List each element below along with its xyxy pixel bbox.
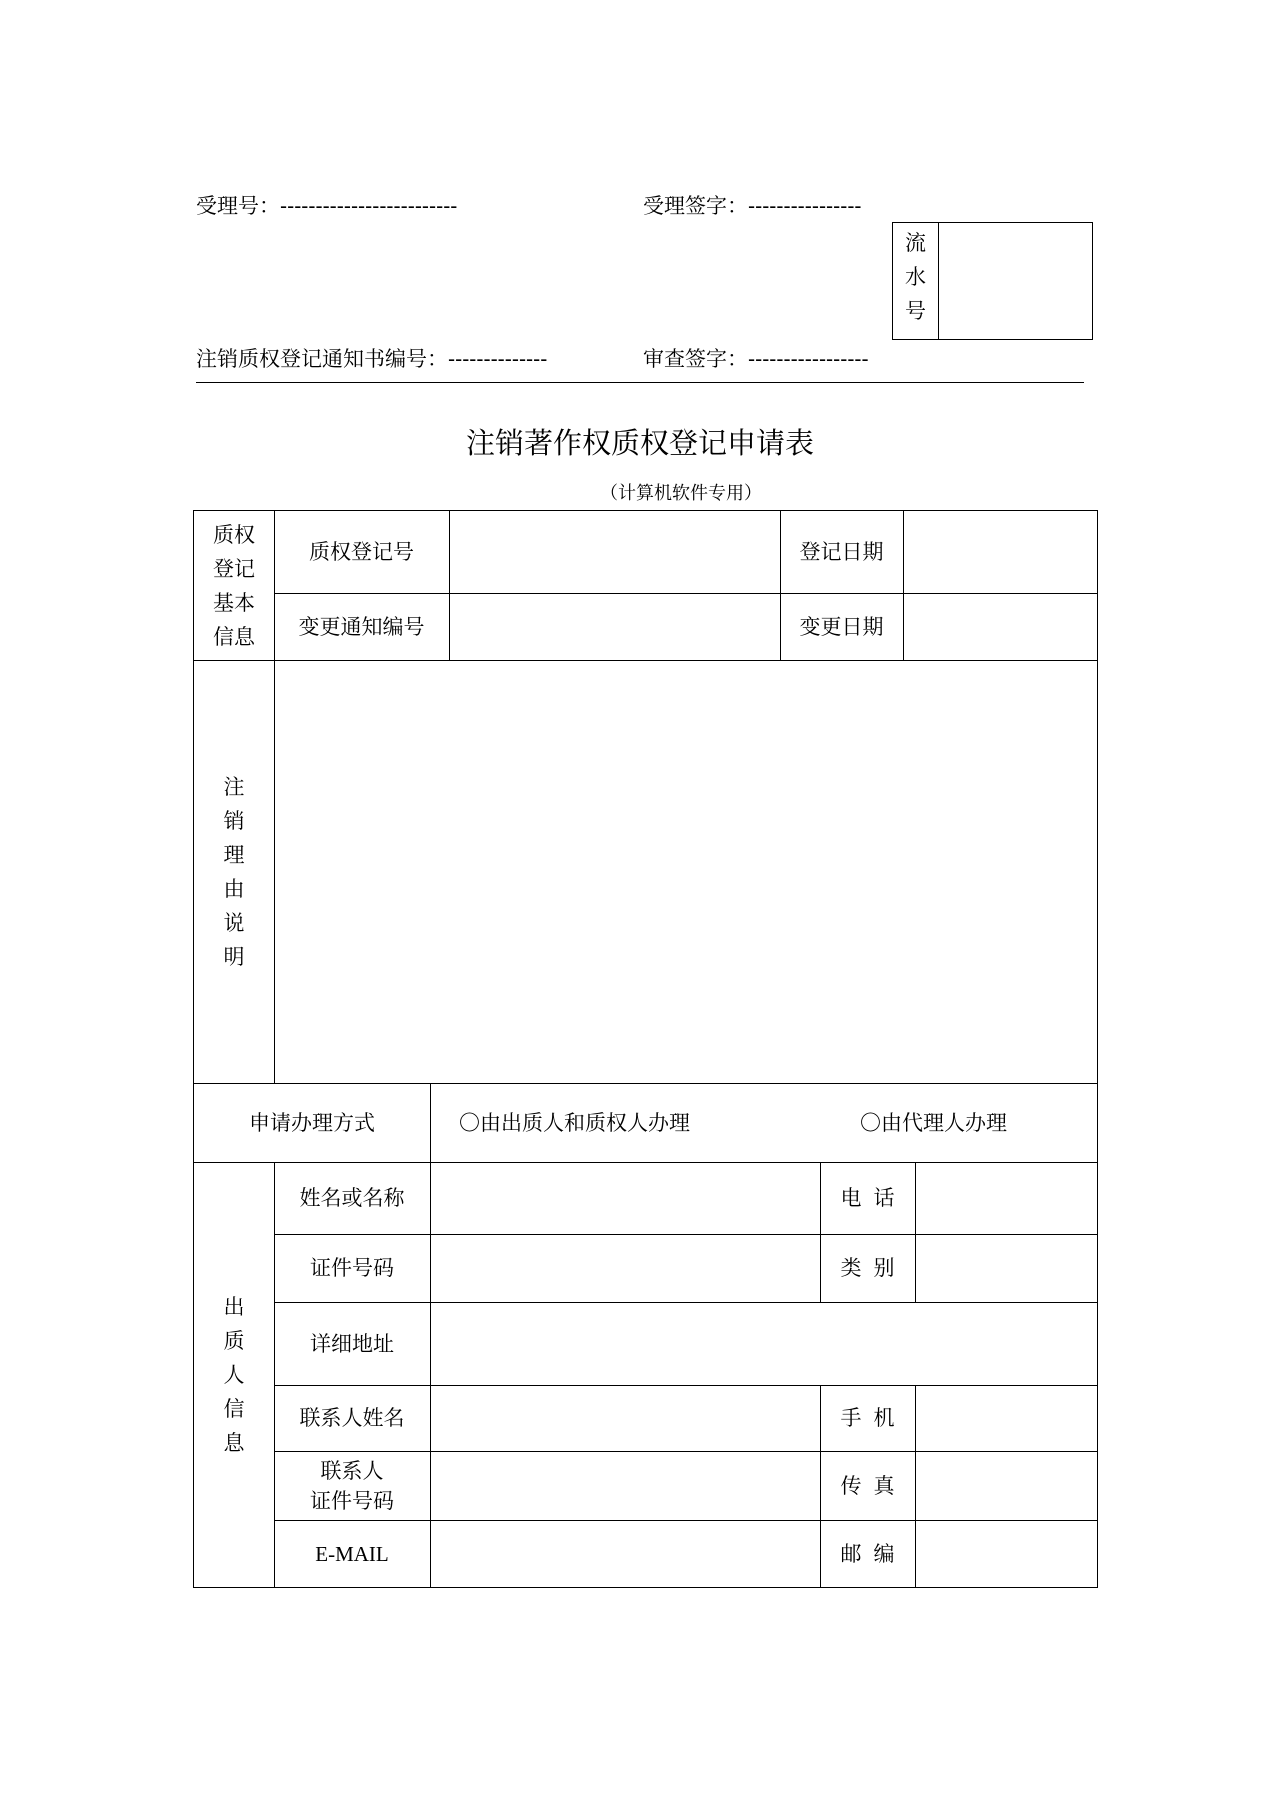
apply-method-option-self[interactable]: 〇由出质人和质权人办理: [459, 1110, 690, 1135]
address-label: 详细地址: [310, 1331, 394, 1356]
name-field[interactable]: [430, 1162, 820, 1234]
form-title: 注销著作权质权登记申请表: [465, 426, 814, 460]
phone-field[interactable]: [915, 1162, 1098, 1234]
serial-number-field[interactable]: [939, 223, 1092, 339]
postcode-label: 邮编: [840, 1541, 907, 1566]
pledge-basic-info-label: 质权 登记 基本 信息: [213, 522, 255, 649]
contact-name-label: 联系人姓名: [299, 1406, 405, 1430]
id-number-label: 证件号码: [310, 1256, 394, 1280]
serial-number-box: [892, 222, 1093, 340]
name-label: 姓名或名称: [299, 1186, 405, 1210]
cancel-reason-label: 注 销 理 由 说 明: [223, 774, 245, 969]
phone-label: 电话: [840, 1186, 907, 1210]
contact-id-label: 联系人 证件号码: [310, 1458, 394, 1513]
pledge-reg-no-label: 质权登记号: [309, 540, 414, 564]
fax-label: 传真: [840, 1473, 907, 1498]
form-subtitle: （计算机软件专用）: [600, 483, 762, 504]
accept-sign-line: [643, 194, 862, 218]
id-number-field[interactable]: [430, 1234, 820, 1302]
application-table: [193, 510, 1098, 1588]
review-sign-blank[interactable]: -----------------: [748, 347, 869, 371]
notice-number-blank[interactable]: --------------: [448, 347, 548, 371]
contact-id-field[interactable]: [430, 1451, 820, 1520]
postcode-field[interactable]: [915, 1520, 1098, 1587]
header-divider: [196, 382, 1084, 383]
fax-field[interactable]: [915, 1451, 1098, 1520]
contact-name-field[interactable]: [430, 1385, 820, 1451]
accept-number-line: [196, 194, 457, 218]
category-label: 类别: [840, 1256, 907, 1280]
address-field[interactable]: [430, 1302, 1098, 1385]
accept-sign-blank[interactable]: ----------------: [748, 194, 862, 218]
pledge-reg-no-field[interactable]: [449, 511, 780, 593]
notice-number-label: 注销质权登记通知书编号：: [196, 347, 448, 371]
apply-method-label: 申请办理方式: [249, 1110, 375, 1135]
pledgor-info-label: 出 质 人 信 息: [223, 1295, 245, 1455]
review-sign-label: 审查签字：: [643, 347, 748, 371]
apply-method-option-agent[interactable]: 〇由代理人办理: [860, 1110, 1007, 1135]
accept-sign-label: 受理签字：: [643, 194, 748, 218]
email-field[interactable]: [430, 1520, 820, 1587]
accept-number-blank[interactable]: -------------------------: [280, 194, 458, 218]
mobile-field[interactable]: [915, 1385, 1098, 1451]
change-notice-no-label: 变更通知编号: [298, 614, 425, 639]
reg-date-field[interactable]: [903, 511, 1098, 593]
notice-number-line: [196, 347, 547, 371]
category-field[interactable]: [915, 1234, 1098, 1302]
change-date-field[interactable]: [903, 593, 1098, 660]
accept-number-label: 受理号：: [196, 194, 280, 218]
cancel-reason-field[interactable]: [274, 660, 1098, 1083]
reg-date-label: 登记日期: [799, 540, 884, 564]
serial-number-label: 流 水 号: [893, 223, 939, 339]
change-notice-no-field[interactable]: [449, 593, 780, 660]
mobile-label: 手机: [840, 1406, 907, 1430]
email-label: E-MAIL: [315, 1541, 389, 1566]
review-sign-line: [643, 347, 869, 371]
col-line: [430, 1083, 431, 1162]
change-date-label: 变更日期: [799, 614, 884, 639]
